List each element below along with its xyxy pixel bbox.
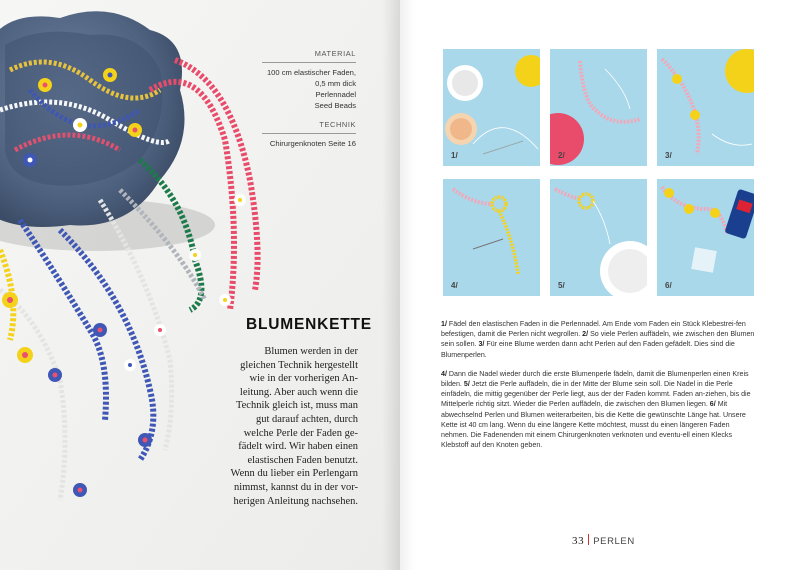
step-text: Für eine Blume werden dann acht Perlen auf den Faden gefädelt. Dies sind die Blumenperlen.: [441, 340, 735, 359]
page-folio: [572, 534, 635, 547]
intro-line: elastischen Faden benutzt.: [247, 454, 358, 466]
step-text: Dann die Nadel wieder durch die erste Blumenperle fädeln, damit die Blumenperlen einen Kreis bilden.: [441, 369, 749, 389]
material-item: Seed Beads: [314, 101, 356, 110]
step-label: 1/: [451, 151, 458, 160]
materials-box: [262, 48, 356, 149]
intro-line: fädelt wird. Wir haben einen: [238, 441, 358, 453]
intro-line: welche Perle der Faden ge-: [243, 427, 358, 439]
intro-text: [196, 345, 358, 508]
step-photo-1: [443, 49, 540, 166]
step-text: So viele Perlen auffädeln, wie zwischen den Blumen sein sollen.: [441, 330, 755, 349]
intro-line: Wenn du lieber ein Perlengarn: [230, 468, 358, 480]
material-item: 0,5 mm dick: [315, 79, 356, 88]
material-heading: MATERIAL: [262, 48, 356, 63]
step-label: 5/: [558, 281, 565, 290]
step-photo-2: [550, 49, 647, 166]
step-number: 5/: [463, 380, 470, 389]
step-label: 4/: [451, 281, 458, 290]
intro-line: gut darauf achten, durch: [255, 413, 358, 425]
step-photo-3: [657, 49, 754, 166]
intro-line: herigen Anleitung nachsehen.: [233, 495, 358, 507]
intro-line: wie in der vorherigen An-: [249, 373, 358, 385]
intro-line: Technik gleich ist, muss man: [235, 400, 358, 412]
intro-line: gleichen Technik hergestellt: [240, 359, 358, 371]
step-text: Fädel den elastischen Faden in die Perlennadel. Am Ende vom Faden ein Stück Klebestrei-fen befestigen, damit die Perlen nicht wegrollen.: [441, 320, 746, 339]
step-number: 2/: [582, 330, 589, 339]
technique-text: Chirurgenknoten Seite 16: [269, 139, 356, 148]
step-text: Jetzt die Perle auffädeln, die in der Mitte der Blume sein soll. Die Nadel in die Perle einfädeln, die mittig gegenüber der Perle liegt, aus der der Faden kommt. Faden an-ziehen, bis die Mittelperle richtig sitzt. Wieder die Perlen auffädeln, die zwischen den Blumen liegen.: [441, 380, 751, 409]
step-photo-5: [550, 179, 647, 296]
step-label: 2/: [558, 151, 565, 160]
step-text: Mit abwechselnd Perlen und Blumen weiterarbeiten, bis die Kette die gewünschte Länge hat. Unsere Kette ist 40 cm lang. Wenn du eine längere Kette möchtest, musst du einen längeren Faden nehmen. Die Fadenenden mit einem Chirurgenknoten verknoten und eventu-ell einen Klecks Klebstoff auf den Knoten geben.: [441, 400, 746, 450]
material-item: Perlennadel: [315, 90, 356, 99]
instructions-paragraph-2: [441, 369, 755, 451]
gutter-shadow: [382, 0, 400, 570]
material-item: 100 cm elastischer Faden,: [266, 68, 356, 77]
intro-line: Blumen werden in der: [264, 346, 358, 357]
step-number: 3/: [478, 340, 485, 349]
intro-line: nimmst, kannst du in der vor-: [233, 481, 358, 493]
step-label: 3/: [665, 151, 672, 160]
step-number: 4/: [441, 369, 447, 378]
step-photo-6: [657, 179, 754, 296]
instructions-text: [441, 319, 755, 459]
page-number: 33: [572, 535, 585, 547]
technique-heading: TECHNIK: [262, 119, 356, 134]
step-label: 6/: [665, 281, 672, 290]
step-number: 1/: [441, 320, 447, 328]
instructions-paragraph-1: [441, 319, 755, 360]
intro-line: leitung. Aber auch wenn die: [239, 386, 358, 398]
gutter-shadow: [400, 0, 414, 570]
step-photo-4: [443, 179, 540, 296]
folio-divider: [588, 534, 589, 545]
section-name: PERLEN: [593, 536, 635, 547]
step-number: 6/: [709, 400, 716, 409]
page-title: BLUMENKETTE: [246, 316, 372, 333]
